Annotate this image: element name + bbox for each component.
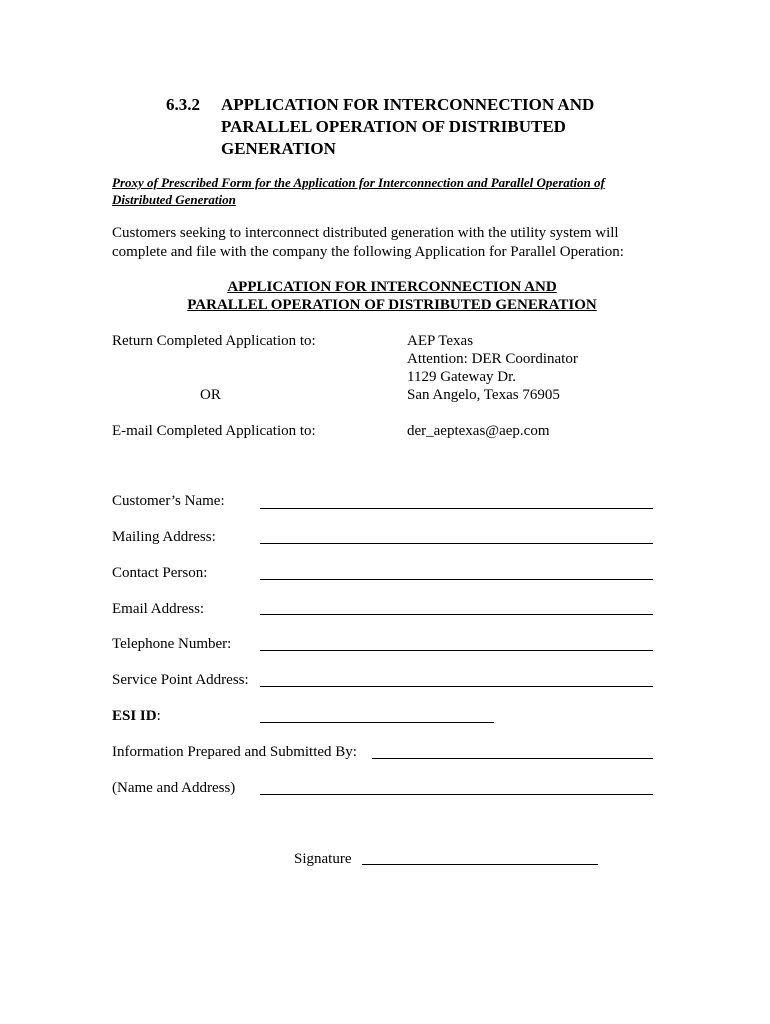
name-address-label: (Name and Address): [112, 780, 236, 796]
return-label: Return Completed Application to:: [112, 333, 316, 349]
section-title-line: PARALLEL OPERATION OF DISTRIBUTED: [221, 117, 566, 136]
esi-id-colon: :: [156, 708, 161, 724]
customer-name-field[interactable]: [260, 508, 653, 509]
intro-line: Customers seeking to interconnect distributed generation with the utility system will: [112, 225, 619, 241]
email-value: der_aeptexas@aep.com: [407, 423, 550, 439]
mailing-address-label: Mailing Address:: [112, 529, 216, 545]
address-line: AEP Texas: [407, 333, 474, 349]
intro-line: complete and file with the company the following Application for Parallel Operation:: [112, 244, 624, 260]
return-address: [407, 332, 578, 404]
prepared-by-label: Information Prepared and Submitted By:: [112, 744, 357, 760]
mailing-address-field[interactable]: [260, 543, 653, 544]
address-line: San Angelo, Texas 76905: [407, 387, 560, 403]
section-title-line: APPLICATION FOR INTERCONNECTION AND: [221, 95, 595, 114]
esi-id-label: [112, 707, 161, 725]
intro-paragraph: [112, 224, 657, 262]
form-title-line: PARALLEL OPERATION OF DISTRIBUTED GENERATION: [187, 297, 597, 313]
proxy-note: [112, 174, 652, 208]
address-line: Attention: DER Coordinator: [407, 351, 578, 367]
signature-field[interactable]: [362, 864, 598, 865]
customer-name-label: Customer’s Name:: [112, 493, 225, 509]
contact-person-field[interactable]: [260, 579, 653, 580]
or-text: OR: [200, 387, 221, 403]
form-title: [112, 278, 672, 314]
telephone-label: Telephone Number:: [112, 636, 232, 652]
esi-id-field[interactable]: [260, 722, 494, 723]
contact-person-label: Contact Person:: [112, 565, 208, 581]
section-number: 6.3.2: [166, 95, 200, 114]
prepared-by-field[interactable]: [372, 758, 653, 759]
service-point-label: Service Point Address:: [112, 672, 249, 688]
form-title-line: APPLICATION FOR INTERCONNECTION AND: [227, 279, 557, 295]
signature-label: Signature: [294, 851, 352, 867]
email-address-field[interactable]: [260, 614, 653, 615]
proxy-line: Proxy of Prescribed Form for the Application for Interconnection and Parallel Operation of: [112, 175, 605, 190]
name-address-field[interactable]: [260, 794, 653, 795]
address-line: 1129 Gateway Dr.: [407, 369, 516, 385]
proxy-line: Distributed Generation: [112, 192, 236, 207]
telephone-field[interactable]: [260, 650, 653, 651]
email-label: E-mail Completed Application to:: [112, 423, 316, 439]
section-title: [221, 94, 641, 160]
section-title-line: GENERATION: [221, 139, 336, 158]
service-point-field[interactable]: [260, 686, 653, 687]
esi-id-text: ESI ID: [112, 708, 157, 724]
email-address-label: Email Address:: [112, 601, 205, 617]
